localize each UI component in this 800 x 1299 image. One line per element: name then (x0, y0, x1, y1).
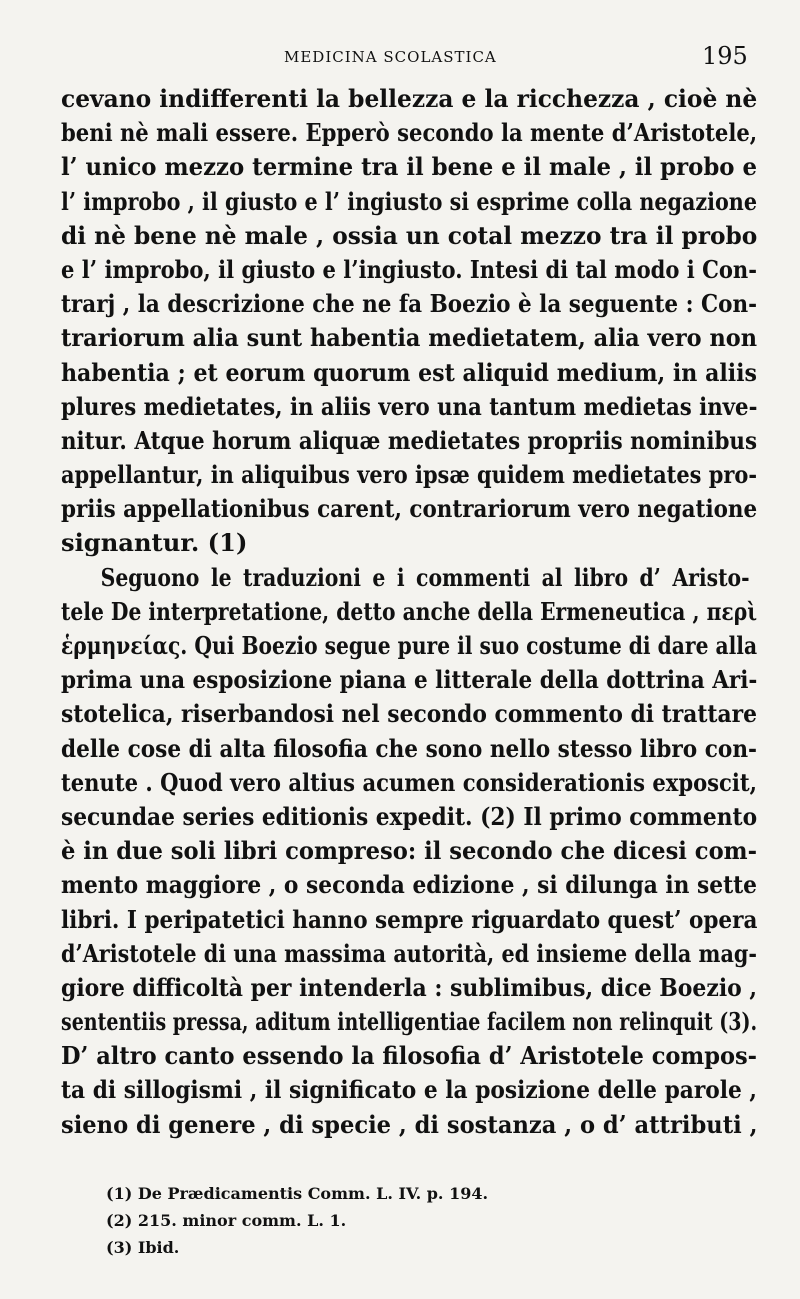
text-line: stotelica, riserbandosi nel secondo commento di trattare (61, 699, 757, 729)
text-line: signantur. (1) (61, 528, 248, 558)
text-line: cevano indifferenti la bellezza e la ricchezza , cioè nè (61, 84, 758, 113)
footnote: (3) Ibid. (106, 1238, 180, 1257)
text-line: plures medietates, in aliis vero una tantum medietas inve- (61, 391, 758, 421)
text-line: nitur. Atque horum aliquæ medietates propriis nominibus (61, 425, 757, 455)
text-line: appellantur, in aliquibus vero ipsæ quidem medietates pro- (61, 460, 757, 490)
text-line: l’ improbo , il giusto e l’ ingiusto si esprime colla negazione (61, 186, 757, 216)
text-line: trarj , la descrizione che ne fa Boezio è la seguente : Con- (61, 289, 758, 319)
footnote: (1) De Prædicamentis Comm. L. IV. p. 194. (106, 1184, 489, 1203)
text-line: habentia ; et eorum quorum est aliquid medium, in aliis (61, 357, 757, 387)
text-line: priis appellationibus carent, contrariorum vero negatione (61, 494, 758, 524)
text-line: ἑρμηνείας. Qui Boezio segue pure il suo costume di dare alla (61, 631, 758, 660)
text-line: ta di sillogismi , il significato e la posizione delle parole , (61, 1075, 757, 1105)
text-line: e l’ improbo, il giusto e l’ingiusto. Intesi di tal modo i Con- (61, 254, 757, 284)
text-line: Seguono le traduzioni e i commenti al libro d’ Aristo- (100, 562, 750, 592)
text-line: mento maggiore , o seconda edizione , si dilunga in sette (61, 870, 757, 900)
footnotes (106, 1180, 488, 1261)
footnote: (2) 215. minor comm. L. 1. (106, 1211, 347, 1230)
text-line: sieno di genere , di specie , di sostanza , o d’ attributi , (61, 1109, 758, 1139)
page-number: 195 (702, 42, 748, 70)
text-line: di nè bene nè male , ossia un cotal mezzo tra il probo (61, 220, 758, 250)
text-line: giore difficoltà per intenderla : sublimibus, dice Boezio , (61, 972, 758, 1002)
text-line: libri. I peripatetici hanno sempre riguardato quest’ opera (61, 904, 758, 934)
body-text (61, 82, 757, 1142)
text-line: delle cose di alta filosofia che sono nello stesso libro con- (61, 733, 757, 763)
text-line: secundae series editionis expedit. (2) Il primo commento (61, 801, 758, 831)
text-line: d’Aristotele di una massima autorità, ed insieme della mag- (61, 938, 757, 968)
text-line: tenute . Quod vero altius acumen considerationis exposcit, (61, 767, 757, 797)
text-line: l’ unico mezzo termine tra il bene e il male , il probo e (61, 152, 757, 182)
page-header (0, 44, 800, 76)
text-line: è in due soli libri compreso: il secondo che dicesi com- (61, 836, 757, 866)
text-line: trariorum alia sunt habentia medietatem, alia vero non (61, 323, 757, 353)
text-line: prima una esposizione piana e litterale della dottrina Ari- (61, 665, 758, 695)
running-title: MEDICINA SCOLASTICA (284, 48, 497, 66)
text-line: tele De interpretatione, detto anche della Ermeneutica , περὶ (61, 596, 757, 626)
text-line: beni nè mali essere. Epperò secondo la mente d’Aristotele, (61, 118, 758, 148)
text-line: sententiis pressa, aditum intelligentiae facilem non relinquit (3). (61, 1007, 758, 1037)
text-line: D’ altro canto essendo la filosofia d’ Aristotele compos- (61, 1041, 757, 1071)
